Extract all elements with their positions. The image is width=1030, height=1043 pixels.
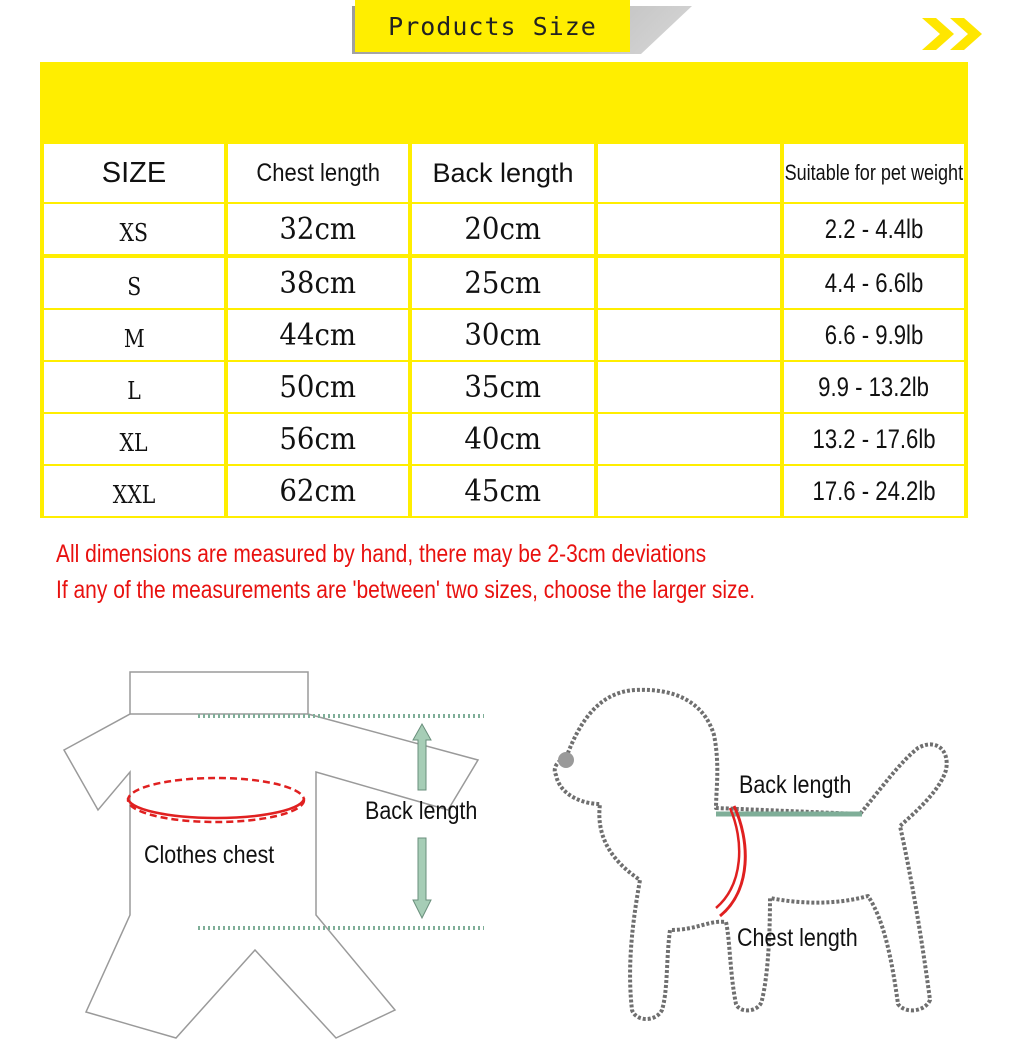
- clothes-chest-label: Clothes chest: [144, 841, 275, 869]
- left-back-length-label: Back length: [365, 797, 478, 825]
- table-cell-chest-value: 38cm: [279, 265, 357, 301]
- dog-outline: [555, 690, 947, 1019]
- dog-nose-icon: [558, 752, 574, 768]
- note-hand-measured: All dimensions are measured by hand, there may be 2-3cm deviations: [56, 540, 707, 568]
- page-title: Products Size: [388, 11, 597, 41]
- table-cell-size-value: XL: [119, 429, 149, 457]
- table-cell-chest-value: 32cm: [279, 211, 357, 247]
- table-cell-back-value: 30cm: [464, 317, 542, 353]
- table-cell-weight-value: 6.6 - 9.9lb: [824, 319, 924, 350]
- table-cell-back-value: 45cm: [464, 473, 542, 509]
- table-cell-chest-value: 50cm: [279, 369, 357, 405]
- table-cell-chest-value: 62cm: [279, 473, 357, 509]
- table-header-size-label: SIZE: [101, 156, 167, 189]
- table-cell-weight-value: 4.4 - 6.6lb: [824, 267, 924, 298]
- table-cell-size-value: XS: [119, 219, 149, 247]
- table-cell-weight-value: 9.9 - 13.2lb: [818, 371, 930, 402]
- table-cell-size-value: S: [126, 273, 141, 301]
- dog-back-length-label: Back length: [739, 771, 852, 799]
- table-cell-size-value: L: [127, 377, 141, 405]
- table-cell-chest-value: 56cm: [279, 421, 357, 457]
- table-cell-back-value: 40cm: [464, 421, 542, 457]
- table-cell-back-value: 35cm: [464, 369, 542, 405]
- table-cell-size-value: XXL: [112, 481, 156, 509]
- table-cell-weight-value: 13.2 - 17.6lb: [812, 423, 936, 454]
- table-header-chest-label: Chest length: [256, 158, 380, 187]
- table-cell-weight-value: 17.6 - 24.2lb: [812, 475, 936, 506]
- table-header-weight-label: Suitable for pet weight: [784, 160, 964, 185]
- table-cell-back-value: 25cm: [464, 265, 542, 301]
- note-choose-larger: If any of the measurements are 'between' two sizes, choose the larger size.: [56, 576, 756, 604]
- table-cell-size-value: M: [123, 325, 145, 353]
- table-cell-chest-value: 44cm: [279, 317, 357, 353]
- table-header-back-label: Back length: [432, 157, 574, 188]
- dog-chest-length-label: Chest length: [737, 924, 858, 952]
- table-cell-weight-value: 2.2 - 4.4lb: [824, 213, 924, 244]
- table-cell-back-value: 20cm: [464, 211, 542, 247]
